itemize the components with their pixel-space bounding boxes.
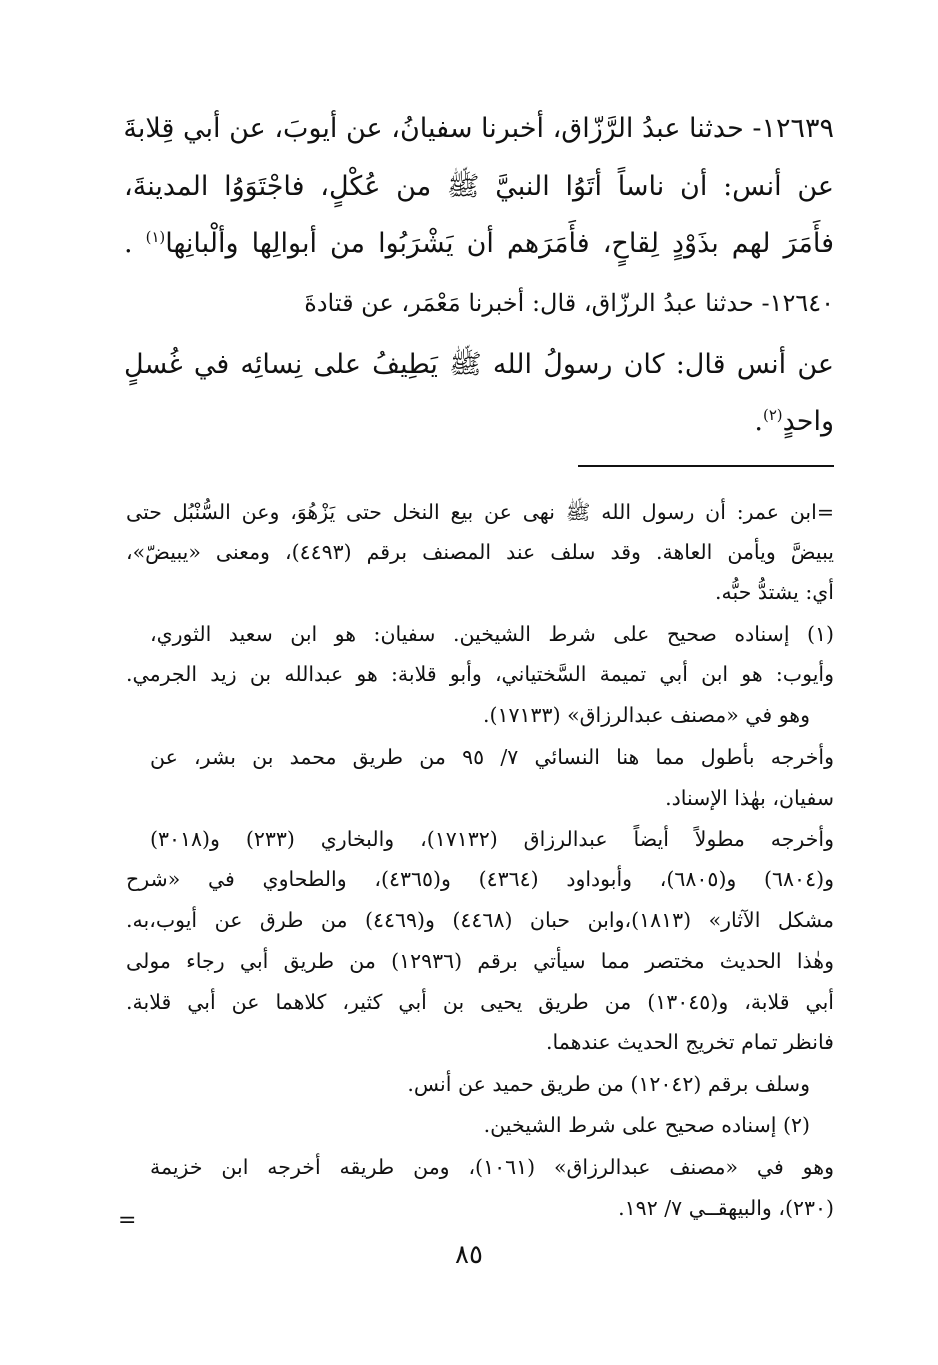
footnote-2-line-2: وهو في «مصنف عبدالرزاق» (١٠٦١)، ومن طريقه أخرجه ابن خزيمة: [150, 1155, 834, 1179]
hadith-12640-line-3: [124, 405, 834, 439]
footnote-1-line-4: وأخرجه بأطول مما هنا النسائي ٧/ ٩٥ من طريق محمد بن بشر، عن: [150, 745, 834, 769]
hadith-12639-line-3: [124, 227, 834, 261]
footnote-ref-2: (٢): [763, 406, 783, 424]
footnote-1-line-3: وهو في «مصنف عبدالرزاق» (١٧١٣٣).: [482, 703, 810, 727]
footnote-ref-1: (١): [145, 228, 166, 246]
continuation-mark: =: [118, 1208, 137, 1233]
hadith-12639-line-3-end: .: [124, 228, 146, 259]
hadith-12639-line-2: عن أنس: أن ناساً أتَوُا النبيَّ ﷺ من عُكْلٍ، فاجْتَوَوُا المدينةَ،: [124, 171, 834, 202]
footnote-1-line-11: فانظر تمام تخريج الحديث عندهما.: [545, 1030, 834, 1054]
page-number: ٨٥: [455, 1240, 483, 1270]
footnote-continuation-line-3: أي: يشتدُّ حبُّه.: [715, 580, 834, 604]
hadith-12640-line-1: ١٢٦٤٠- حدثنا عبدُ الرزّاق، قال: أخبرنا مَعْمَر، عن قتادةَ: [304, 289, 834, 317]
hadith-12640-line-3-end: .: [754, 406, 764, 437]
footnote-1-line-8: مشكل الآثار» (١٨١٣)،وابن حبان (٤٤٦٨) و(٤٤٦٩) من طرق عن أيوب،به.: [126, 908, 834, 932]
hadith-12639-line-3-text: فأَمَرَ لهم بذَوْدٍ لِقاحٍ، فأَمَرَهم أن يَشْرَبُوا من أبوالِها وألْبانِها: [165, 228, 834, 259]
hadith-12640-line-2: عن أنس قال: كان رسولُ الله ﷺ يَطِيفُ على نِسائِه في غُسلٍ: [124, 349, 834, 380]
footnote-separator: [578, 465, 834, 467]
footnote-1-line-6: وأخرجه مطولاً أيضاً عبدالرزاق (١٧١٣٢)، والبخاري (٢٣٣) و(٣٠١٨): [150, 827, 834, 851]
footnote-1-line-9: وهٰذا الحديث مختصر مما سيأتي برقم (١٢٩٣٦) من طريق أبي رجاء مولى: [126, 949, 834, 973]
footnote-1-line-12: وسلف برقم (١٢٠٤٢) من طريق حميد عن أنس.: [407, 1072, 810, 1096]
hadith-12639-line-1: ١٢٦٣٩- حدثنا عبدُ الرَّزّاق، أخبرنا سفيانُ، عن أيوبَ، عن أبي قِلابةَ: [123, 113, 834, 144]
footnote-1-line-10: أبي قلابة، و(١٣٠٤٥) من طريق يحيى بن أبي كثير، كلاهما عن أبي قلابة.: [126, 990, 834, 1014]
hadith-12640-line-3-text: واحدٍ: [782, 406, 834, 437]
footnote-1-line-1: (١) إسناده صحيح على شرط الشيخين. سفيان: هو ابن سعيد الثوري،: [150, 622, 834, 646]
footnote-1-line-7: و(٦٨٠٤) و(٦٨٠٥)، وأبوداود (٤٣٦٤) و(٤٣٦٥)، والطحاوي في «شرح: [126, 867, 834, 891]
footnote-1-line-5: سفيان، بهٰذا الإسناد.: [665, 786, 834, 810]
footnote-continuation-line-1: =ابن عمر: أن رسول الله ﷺ نهى عن بيع النخل حتى يَزْهُوَ، وعن السُّنْبُل حتى: [126, 500, 834, 524]
footnote-1-line-2: وأيوب: هو ابن أبي تميمة السَّختياني، وأبو قلابة: هو عبدالله بن زيد الجرمي.: [126, 662, 834, 686]
footnote-continuation-line-2: يبيضَّ ويأمن العاهة. وقد سلف عند المصنف برقم (٤٤٩٣)، ومعنى «يبيضّ»،: [126, 540, 834, 564]
footnote-2-line-1: (٢) إسناده صحيح على شرط الشيخين.: [483, 1113, 810, 1137]
footnote-2-line-3: (٢٣٠)، والبيهقــي ٧/ ١٩٢.: [618, 1196, 834, 1220]
